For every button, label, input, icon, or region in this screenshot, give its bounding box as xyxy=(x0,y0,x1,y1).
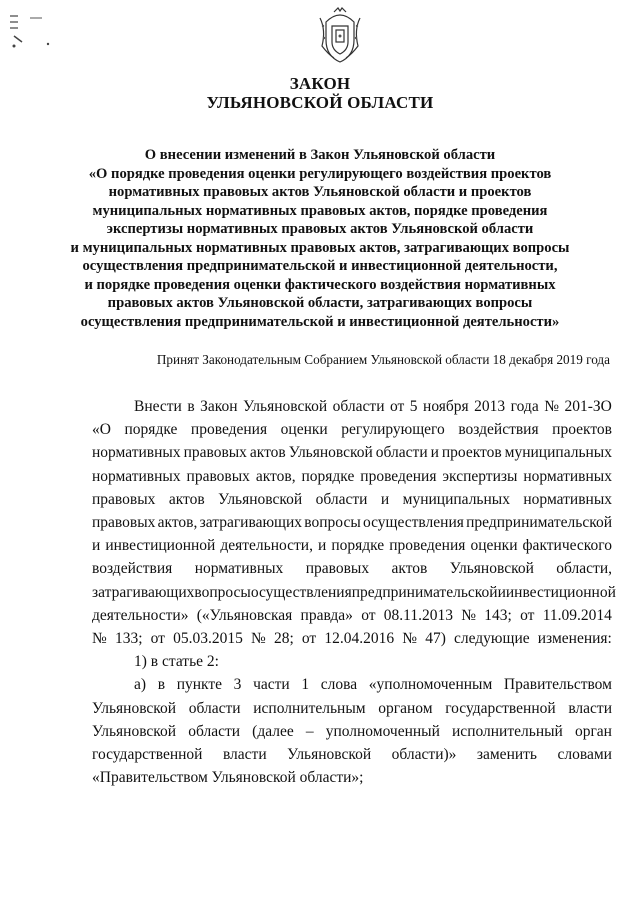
body-word: Ульяновской xyxy=(243,398,328,415)
body-word: 2013 xyxy=(474,398,506,415)
body-line xyxy=(92,743,612,766)
subject-line: нормативных правовых актов Ульяновской области и проектов xyxy=(108,184,532,200)
body-word: 28; xyxy=(273,630,294,648)
body-word: 08.11.2013 xyxy=(383,606,453,624)
body-line xyxy=(92,488,612,511)
body-word: проведения xyxy=(360,467,437,485)
body-word: инвестиционной xyxy=(505,583,616,601)
subject-line: и порядке проведения оценки фактического воздействия нормативных xyxy=(84,276,556,293)
body-word: регулирующего xyxy=(341,421,445,439)
body-word: № xyxy=(461,606,477,624)
body-word: вопросы xyxy=(194,583,251,601)
body-line xyxy=(92,465,612,488)
body-line xyxy=(92,511,612,534)
body-word: инвестиционной xyxy=(105,537,216,555)
subject-line: муниципальных нормативных правовых актов, порядке проведения xyxy=(92,202,548,219)
body-word: области xyxy=(315,490,368,508)
body-word: деятельности, xyxy=(220,537,313,555)
body-word: проектов xyxy=(552,421,612,439)
body-word: и xyxy=(92,537,101,555)
body-word: области xyxy=(188,722,241,740)
body-word: оценки xyxy=(470,537,518,555)
body-word: от xyxy=(301,630,317,648)
body-word: 143; xyxy=(484,606,512,624)
subject-line: О внесении изменений в Закон Ульяновской области xyxy=(144,147,496,163)
body-word: фактического xyxy=(522,537,612,555)
body-word: исполнительный xyxy=(452,722,563,740)
body-word: следующие xyxy=(454,630,530,648)
body-word: проведения xyxy=(389,537,466,555)
body-word: от xyxy=(150,630,165,648)
body-word: правовых xyxy=(92,514,156,532)
body-line xyxy=(92,441,612,464)
body-word: в xyxy=(187,398,195,415)
body-word: области)» xyxy=(391,746,457,764)
body-word: нормативных xyxy=(194,560,284,578)
body-word: муниципальных xyxy=(504,444,612,462)
body-line: 1) в статье 2: xyxy=(134,653,219,671)
body-word: порядке xyxy=(331,537,385,555)
body-line xyxy=(92,697,612,720)
body-word: оценки xyxy=(280,421,328,439)
adoption-note: Принят Законодательным Собранием Ульяновской области 18 декабря 2019 года xyxy=(156,352,610,367)
body-word: а) xyxy=(134,676,147,694)
body-word: заменить xyxy=(476,746,537,764)
body-word: Закон xyxy=(200,398,238,415)
body-word: исполнительным xyxy=(253,699,366,717)
body-word: актов, xyxy=(157,514,198,532)
body-word: нормативных xyxy=(523,467,612,485)
body-word: 3 xyxy=(233,676,242,694)
body-word: Правительством xyxy=(503,676,612,694)
body-word: области, xyxy=(556,560,612,578)
body-line: «Правительством Ульяновской области»; xyxy=(92,769,364,787)
body-line xyxy=(92,395,612,418)
body-word: и xyxy=(380,490,390,508)
body-word: области xyxy=(188,699,241,717)
body-line xyxy=(92,627,612,650)
body-word: затрагивающих xyxy=(199,514,303,532)
body-word: от xyxy=(389,398,405,415)
law-subject-heading xyxy=(70,146,570,331)
body-word: части xyxy=(253,676,290,694)
body-word: власти xyxy=(222,746,267,764)
subject-line: «О порядке проведения оценки регулирующего воздействия проектов xyxy=(88,165,552,182)
body-word: муниципальных xyxy=(402,490,510,508)
body-word: Ульяновской xyxy=(92,699,177,717)
body-word: затрагивающих xyxy=(92,583,195,601)
body-word: «уполномоченным xyxy=(368,676,493,694)
body-word: Ульяновской xyxy=(287,746,372,764)
body-word: области xyxy=(375,444,428,462)
body-word: года xyxy=(510,398,539,415)
body-word: № xyxy=(402,630,418,648)
body-word: – xyxy=(305,722,314,740)
body-line xyxy=(92,720,612,743)
body-line xyxy=(92,534,612,557)
body-word: предпринимательской xyxy=(466,514,612,532)
body-word: вопросы xyxy=(304,514,361,532)
body-word: слова xyxy=(320,676,358,694)
body-word: порядке xyxy=(124,421,178,439)
title-region: УЛЬЯНОВСКОЙ ОБЛАСТИ xyxy=(206,93,434,112)
body-word: и xyxy=(430,444,439,462)
body-word: изменения: xyxy=(537,630,612,648)
body-word: правовых xyxy=(92,490,156,508)
title-law: ЗАКОН xyxy=(289,74,351,93)
body-word: орган xyxy=(574,722,612,740)
body-word: деятельности» xyxy=(92,606,189,624)
body-word: 5 xyxy=(409,398,418,415)
body-word: и xyxy=(497,583,506,601)
body-word: нормативных xyxy=(523,490,612,508)
body-word: актов xyxy=(391,560,428,578)
body-word: от xyxy=(520,606,535,624)
body-word: Ульяновской xyxy=(218,490,303,508)
body-word: № xyxy=(544,398,559,415)
body-word: нормативных xyxy=(92,467,181,485)
body-word: правовых xyxy=(305,560,370,578)
body-line xyxy=(92,418,612,441)
body-word: власти xyxy=(568,699,612,717)
body-word: правда» xyxy=(300,606,353,624)
body-word: нормативных xyxy=(92,444,181,462)
subject-line: экспертизы нормативных правовых актов Ульяновской области xyxy=(106,221,534,237)
body-word: № xyxy=(92,630,107,648)
body-word: воздействия xyxy=(92,560,173,578)
body-word: области xyxy=(332,398,385,415)
subject-line: и муниципальных нормативных правовых актов, затрагивающих вопросы xyxy=(70,239,570,256)
body-word: актов xyxy=(249,444,286,462)
scan-corner-marks xyxy=(8,8,58,58)
body-line xyxy=(92,604,612,627)
law-title xyxy=(0,74,640,112)
body-word: «О xyxy=(92,421,111,439)
body-word: № xyxy=(251,630,266,648)
body-word: Ульяновской xyxy=(449,560,534,578)
body-line xyxy=(92,581,616,604)
body-line xyxy=(92,557,612,580)
body-word: 47) xyxy=(425,630,446,648)
body-word: органом xyxy=(378,699,433,717)
body-word: 201-ЗО xyxy=(564,398,612,415)
body-word: актов xyxy=(168,490,205,508)
body-word: пункте xyxy=(176,676,223,694)
body-word: экспертизы xyxy=(442,467,518,485)
law-body-text xyxy=(92,395,616,789)
body-word: от xyxy=(361,606,376,624)
body-word: порядке xyxy=(301,467,355,485)
body-word: ноября xyxy=(423,398,469,415)
body-word: актов, xyxy=(255,467,296,485)
body-word: в xyxy=(157,676,166,694)
body-word: словами xyxy=(557,746,612,764)
body-word: и xyxy=(318,537,327,555)
body-word: проведения xyxy=(190,421,268,439)
body-word: воздействия xyxy=(458,421,539,439)
body-word: осуществления xyxy=(250,583,352,601)
body-word: проектов xyxy=(441,444,502,462)
body-word: государственной xyxy=(92,746,203,764)
body-word: правовых xyxy=(183,444,247,462)
body-word: 1 xyxy=(301,676,310,694)
body-word: осуществления xyxy=(363,514,464,532)
body-word: Ульяновской xyxy=(288,444,373,462)
body-word: 12.04.2016 xyxy=(324,630,395,648)
body-line xyxy=(92,673,612,696)
body-word: Внести xyxy=(134,398,182,415)
body-word: предпринимательской xyxy=(351,583,498,601)
body-word: Ульяновской xyxy=(92,722,177,740)
coat-of-arms-emblem xyxy=(316,6,364,64)
subject-line: осуществления предпринимательской и инвестиционной деятельности, xyxy=(82,258,558,274)
subject-line: правовых актов Ульяновской области, затрагивающих вопросы xyxy=(107,295,533,311)
body-word: 11.09.2014 xyxy=(542,606,612,624)
body-word: 133; xyxy=(114,630,143,648)
body-word: 05.03.2015 xyxy=(173,630,243,648)
body-word: (далее xyxy=(252,722,294,740)
body-word: уполномоченный xyxy=(325,722,440,740)
body-word: («Ульяновская xyxy=(196,606,293,624)
subject-line: осуществления предпринимательской и инвестиционной деятельности» xyxy=(80,313,560,330)
body-word: правовых xyxy=(186,467,250,485)
body-word: государственной xyxy=(445,699,556,717)
